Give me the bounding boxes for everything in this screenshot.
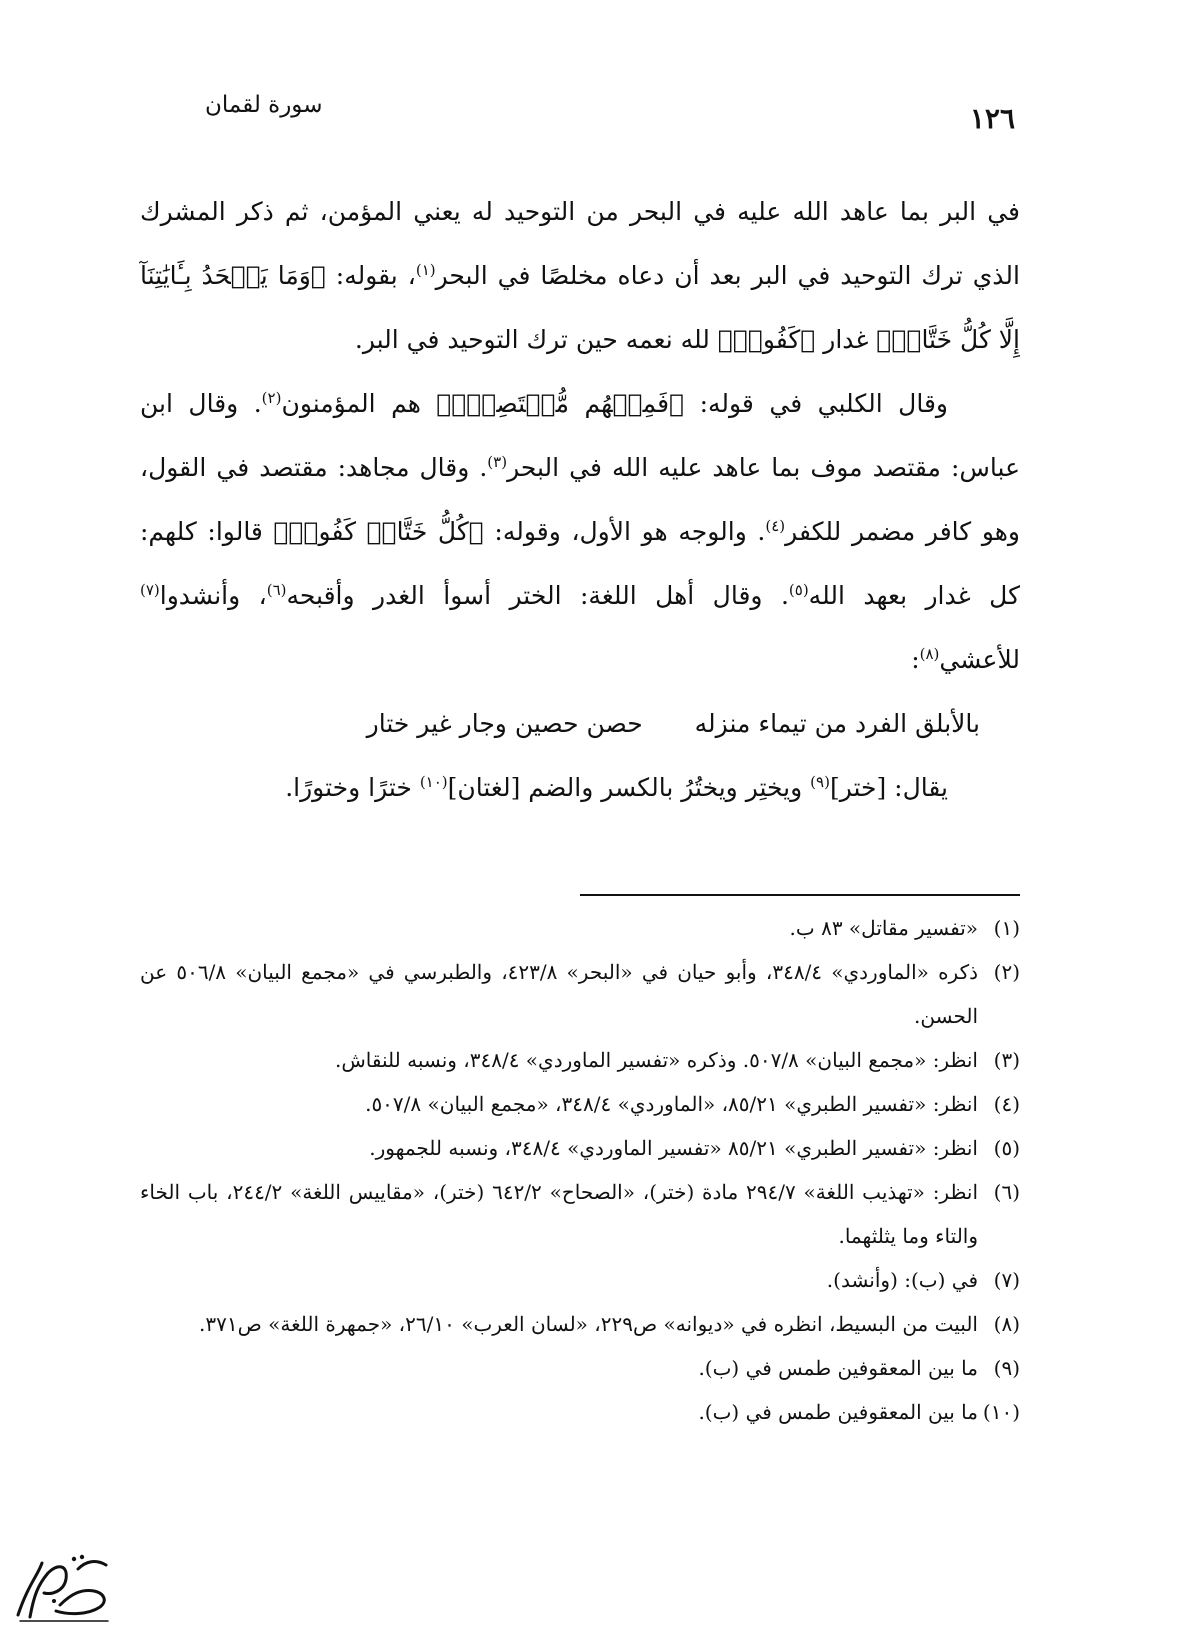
verse-first-hemistich: بالأبلق الفرد من تيماء منزله bbox=[694, 709, 980, 738]
footnote-ref-3: (٣) bbox=[487, 453, 508, 471]
footnote-number: (١) bbox=[993, 916, 1020, 940]
footnote-separator bbox=[580, 894, 1020, 896]
paragraph-2 bbox=[140, 372, 1020, 692]
paragraph-1 bbox=[140, 180, 1020, 372]
text-span: . وقال أهل اللغة: الختر أسوأ الغدر وأقبحه bbox=[286, 581, 789, 610]
text-span: للأعشي bbox=[939, 645, 1020, 674]
footnote-number: (٨) bbox=[993, 1312, 1020, 1336]
text-span: يقال: [ختر] bbox=[829, 773, 948, 802]
page-number: ١٢٦ bbox=[969, 102, 1015, 135]
footnote-item bbox=[140, 1258, 1020, 1302]
publisher-seal-logo bbox=[8, 1545, 118, 1627]
text-span: وقال الكلبي في قوله: ﴿فَمِنۡهُم مُّقۡتَصِدٞۚ﴾ هم المؤمنون bbox=[281, 389, 948, 418]
calligraphy-seal-icon bbox=[8, 1545, 118, 1627]
footnote-text: انظر: «تهذيب اللغة» ٢٩٤/٧ مادة (ختر)، «الصحاح» ٦٤٢/٢ (ختر)، «مقاييس اللغة» ٢٤٤/٢، باب الخاء والتاء وما يثلثهما. bbox=[140, 1180, 979, 1248]
page-header bbox=[205, 92, 1015, 140]
footnote-ref-8: (٨) bbox=[919, 645, 940, 663]
footnote-text: انظر: «مجمع البيان» ٥٠٧/٨. وذكره «تفسير الماوردي» ٣٤٨/٤، ونسبه للنقاش. bbox=[335, 1048, 978, 1072]
footnote-ref-6: (٦) bbox=[266, 581, 287, 599]
main-text bbox=[140, 180, 1020, 820]
footnote-text: في (ب): (وأنشد). bbox=[826, 1268, 978, 1292]
footnote-ref-10: (١٠) bbox=[419, 773, 448, 791]
footnote-text: «تفسير مقاتل» ٨٣ ب. bbox=[789, 916, 978, 940]
text-span: . وقال ابن عباس: مقتصد موف بما عاهد عليه الله في البحر bbox=[140, 389, 1020, 482]
footnote-number: (٣) bbox=[993, 1048, 1020, 1072]
text-span: . وقال مجاهد: مقتصد في القول، وهو كافر مضمر للكفر bbox=[140, 453, 1021, 546]
footnote-number: (١٠) bbox=[982, 1400, 1020, 1424]
footnote-number: (٦) bbox=[993, 1180, 1020, 1204]
footnote-item bbox=[140, 906, 1020, 950]
paragraph-3 bbox=[140, 756, 1020, 820]
text-span: ويختِر ويختُرُ بالكسر والضم [لغتان] bbox=[447, 773, 811, 802]
footnote-item bbox=[140, 1126, 1020, 1170]
poetry-verse bbox=[140, 692, 1020, 756]
footnote-item bbox=[140, 1170, 1020, 1258]
footnote-ref-7: (٧) bbox=[140, 581, 160, 599]
footnote-ref-4: (٤) bbox=[765, 517, 786, 535]
footnote-text: ما بين المعقوفين طمس في (ب). bbox=[698, 1400, 978, 1424]
footnote-number: (٥) bbox=[993, 1136, 1020, 1160]
footnote-item bbox=[140, 950, 1020, 1038]
text-span: : bbox=[911, 645, 920, 674]
text-span: . والوجه هو الأول، وقوله: ﴿كُلُّ خَتَّارٖ كَفُورٖ﴾ قالوا: كلهم: كل غدار بعهد الله bbox=[140, 517, 1020, 610]
footnote-item bbox=[140, 1346, 1020, 1390]
text-span: ، وأنشدوا bbox=[159, 581, 267, 610]
footnote-ref-1: (١) bbox=[415, 261, 436, 279]
footnote-text: البيت من البسيط، انظره في «ديوانه» ص٢٢٩، «لسان العرب» ٢٦/١٠، «جمهرة اللغة» ص٣٧١. bbox=[199, 1312, 978, 1336]
verse-second-hemistich: حصن حصين وجار غير ختار bbox=[366, 709, 643, 738]
footnote-text: ذكره «الماوردي» ٣٤٨/٤، وأبو حيان في «البحر» ٤٢٣/٨، والطبرسي في «مجمع البيان» ٥٠٦/٨ عن الحسن. bbox=[140, 960, 979, 1028]
footnotes-list bbox=[140, 906, 1020, 1434]
footnote-number: (٧) bbox=[993, 1268, 1020, 1292]
footnote-number: (٢) bbox=[993, 960, 1020, 984]
footnote-item bbox=[140, 1082, 1020, 1126]
footnote-item bbox=[140, 1302, 1020, 1346]
footnote-ref-2: (٢) bbox=[261, 389, 282, 407]
text-span: خترًا وختورًا. bbox=[285, 773, 420, 802]
footnote-text: ما بين المعقوفين طمس في (ب). bbox=[698, 1356, 978, 1380]
footnote-item bbox=[140, 1390, 1020, 1434]
running-title: سورة لقمان bbox=[205, 92, 323, 118]
footnote-ref-9: (٩) bbox=[810, 773, 830, 791]
footnote-item bbox=[140, 1038, 1020, 1082]
text-span: في البر بما عاهد الله عليه في البحر من التوحيد له يعني المؤمن، ثم ذكر المشرك الذي ترك التوحيد في البر بعد أن دعاه مخلصًا في البحر bbox=[140, 197, 1020, 290]
footnote-number: (٤) bbox=[993, 1092, 1020, 1116]
footnote-ref-5: (٥) bbox=[788, 581, 809, 599]
footnote-text: انظر: «تفسير الطبري» ٨٥/٢١ «تفسير الماوردي» ٣٤٨/٤، ونسبه للجمهور. bbox=[369, 1136, 978, 1160]
text-span: ، بقوله: ﴿وَمَا يَجۡحَدُ بِـَٔايَٰتِنَآ إِلَّا كُلُّ خَتَّارٖ﴾ غدار ﴿كَفُورٖ﴾ لله نعمه حين ترك التوحيد في البر. bbox=[140, 261, 1020, 354]
footnote-text: انظر: «تفسير الطبري» ٨٥/٢١، «الماوردي» ٣٤٨/٤، «مجمع البيان» ٥٠٧/٨. bbox=[365, 1092, 978, 1116]
footnote-number: (٩) bbox=[993, 1356, 1020, 1380]
